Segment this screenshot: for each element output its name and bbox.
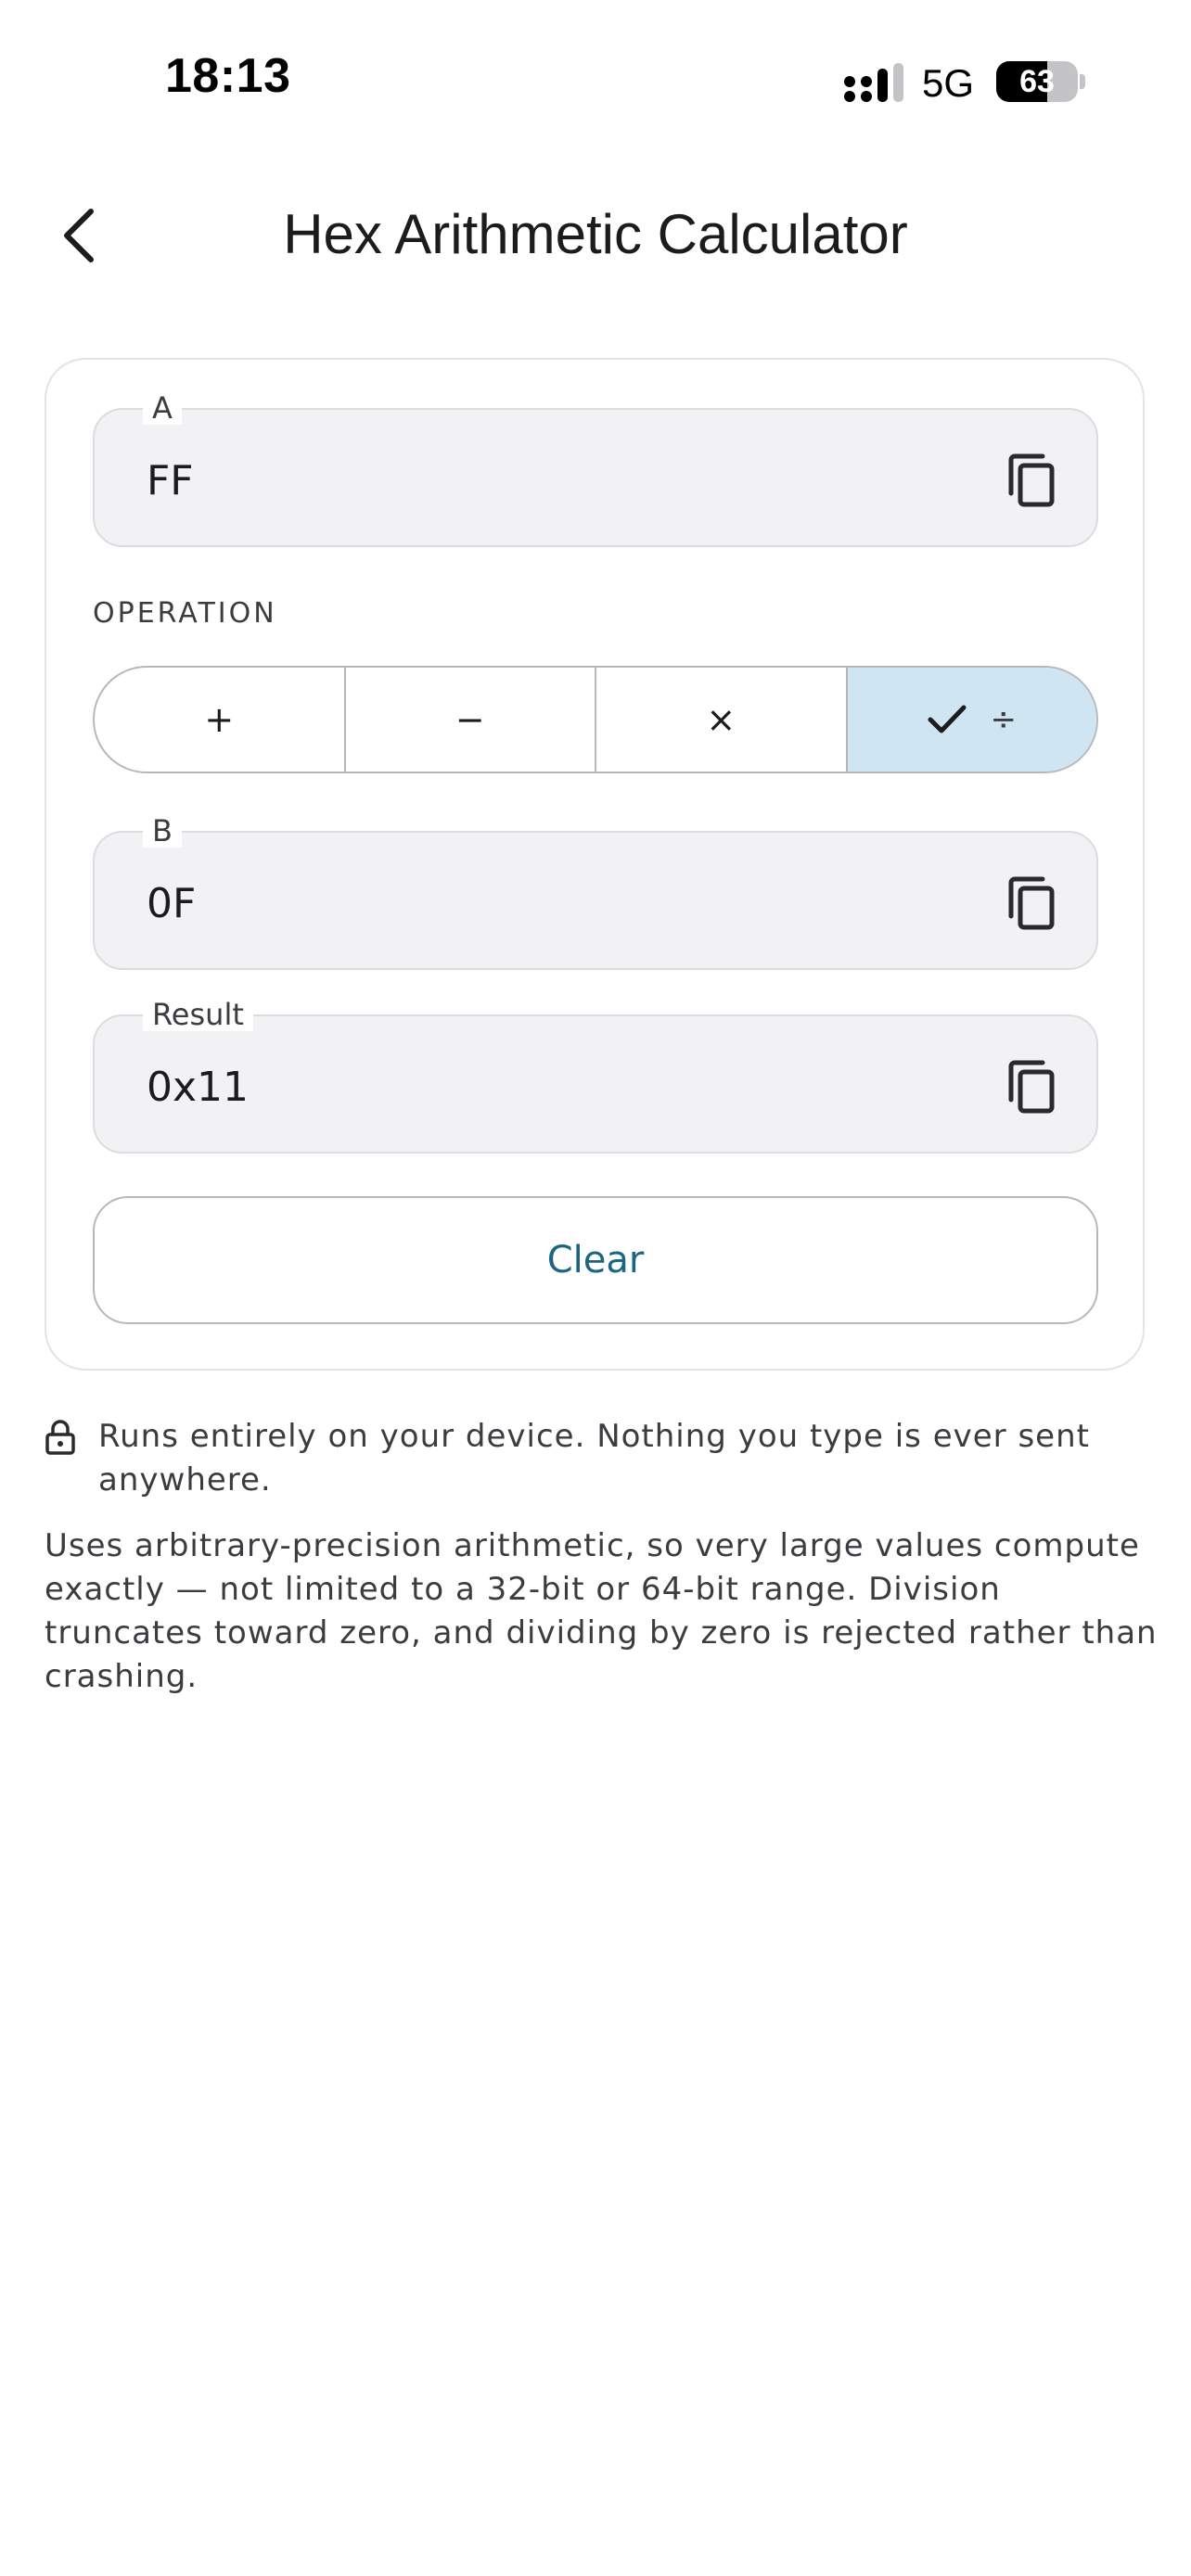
op-multiply-label: × xyxy=(706,699,736,740)
field-result-label: Result xyxy=(143,998,253,1031)
battery-icon xyxy=(996,61,1078,102)
op-divide-label: ÷ xyxy=(990,701,1017,738)
clear-button[interactable]: Clear xyxy=(93,1196,1098,1324)
lock-icon xyxy=(45,1419,76,1456)
field-result xyxy=(93,997,1098,1154)
status-time: 18:13 xyxy=(165,49,291,103)
info-text: Uses arbitrary-precision arithmetic, so very large values compute exactly — not limited to a 32-bit or 64-bit range. Division truncates toward zero, and dividing by zero is rejected rather than crashing. xyxy=(45,1527,1158,1695)
operation-label: OPERATION xyxy=(93,597,277,630)
copy-icon[interactable] xyxy=(1005,453,1059,508)
op-multiply-button[interactable] xyxy=(596,668,848,772)
op-divide-button[interactable] xyxy=(848,668,1097,772)
copy-icon[interactable] xyxy=(1005,875,1059,931)
signal-strength-icon xyxy=(842,63,905,104)
field-b-input[interactable] xyxy=(147,877,963,929)
field-a-label: A xyxy=(143,391,182,425)
field-a-input[interactable] xyxy=(147,454,963,506)
check-icon xyxy=(928,704,967,735)
battery-percentage: 63 xyxy=(1019,64,1055,99)
privacy-text: Runs entirely on your device. Nothing you type is ever sent anywhere. xyxy=(98,1418,1090,1498)
field-a xyxy=(93,390,1098,547)
op-add-label: + xyxy=(204,699,235,740)
op-add-button[interactable] xyxy=(95,668,346,772)
result-output[interactable] xyxy=(147,1061,963,1113)
field-b-label: B xyxy=(143,814,182,848)
network-type: 5G xyxy=(922,61,975,105)
op-subtract-button[interactable] xyxy=(346,668,597,772)
page-title: Hex Arithmetic Calculator xyxy=(283,203,908,265)
operation-segmented-control xyxy=(93,666,1098,773)
battery-nub xyxy=(1080,74,1085,89)
op-subtract-label: − xyxy=(455,699,485,740)
status-bar xyxy=(0,0,1191,139)
field-b xyxy=(93,813,1098,970)
copy-icon[interactable] xyxy=(1005,1059,1059,1115)
